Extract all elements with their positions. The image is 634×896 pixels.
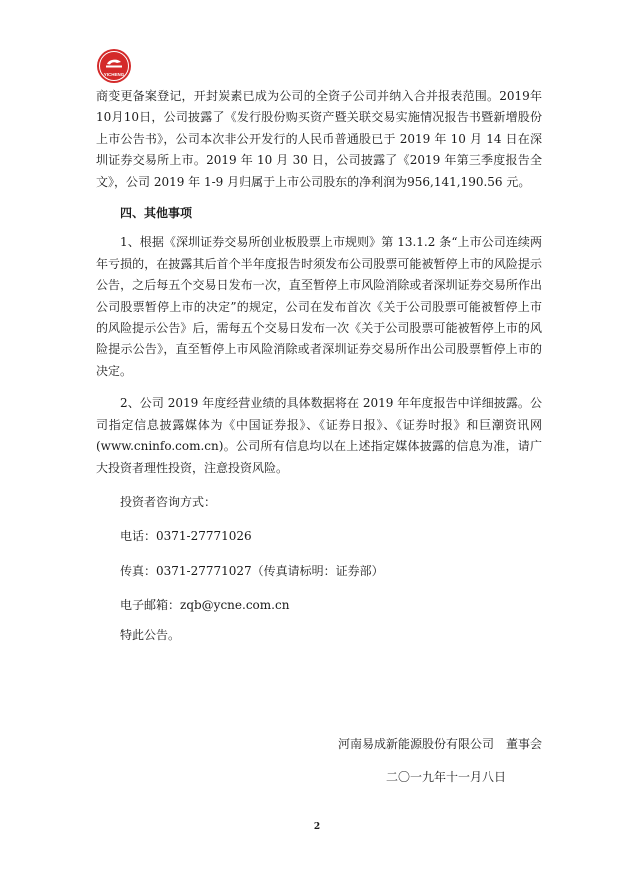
logo-emblem-icon bbox=[96, 48, 132, 84]
signature-company: 河南易成新能源股份有限公司 董事会 bbox=[337, 737, 542, 751]
paragraph-item-2: 2、公司 2019 年度经营业绩的具体数据将在 2019 年年度报告中详细披露。公司指定信息披露媒体为《中国证券报》、《证券日报》、《证券时报》和巨潮资讯网(www.cninfo.com.cn)。公司所有信息均以在上述指定媒体披露的信息为准，请广大投资者理性投资，注意投资风险。 bbox=[96, 396, 542, 475]
closing-statement: 特此公告。 bbox=[120, 627, 181, 642]
page-number: 2 bbox=[313, 822, 321, 832]
contact-fax: 传真：0371-27771027（传真请标明：证券部） bbox=[120, 563, 384, 578]
document-body bbox=[96, 86, 542, 646]
company-logo bbox=[96, 48, 132, 84]
logo-text: YICHENG bbox=[103, 72, 125, 77]
contact-title: 投资者咨询方式： bbox=[120, 494, 217, 509]
signature-date: 二〇一九年十一月八日 bbox=[385, 770, 506, 784]
paragraph-item-1: 1、根据《深圳证券交易所创业板股票上市规则》第 13.1.2 条“上市公司连续两年亏损的，在披露其后首个半年度报告时须发布公司股票可能被暂停上市的风险提示公告，之后每五个交易日发布一次，直至暂停上市风险消除或者深圳证券交易所作出公司股票暂停上市的决定”的规定，公司在发布首次《关于公司股票可能被暂停上市的风险提示公告》后，需每五个交易日发布一次《关于公司股票可能被暂停上市的风险提示公告》，直至暂停上市风险消除或者深圳证券交易所作出公司股票暂停上市的决定。 bbox=[96, 235, 542, 378]
paragraph-continuation: 商变更备案登记，开封炭素已成为公司的全资子公司并纳入合并报表范围。2019年10月10日，公司披露了《发行股份购买资产暨关联交易实施情况报告书暨新增股份上市公告书》，公司本次非公开发行的人民币普通股已于 2019 年 10 月 14 日在深圳证券交易所上市。2019 年 10 月 30 日，公司披露了《2019 年第三季度报告全文》，公司 2019 年 1-9 月归属于上市公司股东的净利润为956,141,190.56 元。 bbox=[96, 89, 542, 189]
section-heading: 四、其他事项 bbox=[120, 206, 193, 221]
contact-phone: 电话：0371-27771026 bbox=[120, 529, 252, 544]
contact-email: 电子邮箱：zqb@ycne.com.cn bbox=[120, 598, 290, 613]
